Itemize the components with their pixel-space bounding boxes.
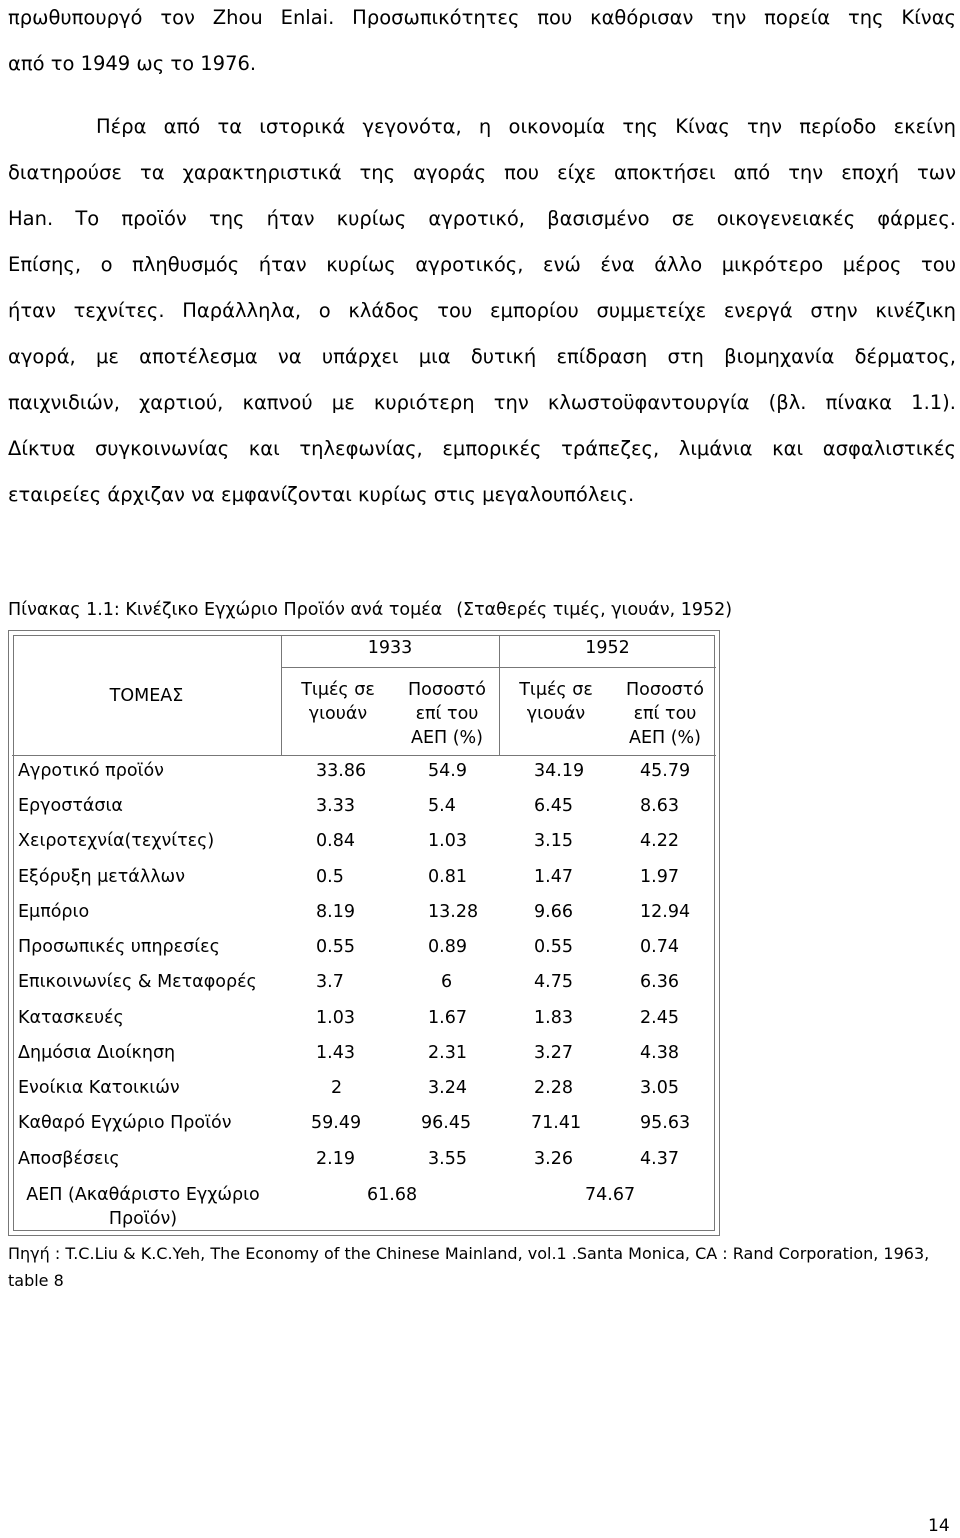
value-cell: 95.63 xyxy=(640,1113,691,1133)
value-cell: 3.24 xyxy=(428,1078,467,1098)
value-cell: 6.36 xyxy=(640,972,679,992)
value-cell: 1.67 xyxy=(428,1008,467,1028)
value-cell: 12.94 xyxy=(640,902,691,922)
value-cell: 1.83 xyxy=(534,1008,573,1028)
sector-cell: Εμπόριο xyxy=(18,902,90,922)
value-cell: 0.5 xyxy=(316,867,344,887)
value-cell: 1.43 xyxy=(316,1043,355,1063)
percent-1933-header: Ποσοστό επί του ΑΕΠ (%) xyxy=(408,680,486,748)
gdp-total-1952: 74.67 xyxy=(585,1185,636,1205)
value-cell: 0.84 xyxy=(316,831,355,851)
text-line: Δίκτυα συγκοινωνίας και τηλεφωνίας, εμπορικές τράπεζες, λιμάνια και ασφαλιστικές xyxy=(8,437,956,460)
value-cell: 13.28 xyxy=(428,902,479,922)
sector-cell: Αγροτικό προϊόν xyxy=(18,761,164,781)
value-cell: 1.03 xyxy=(428,831,467,851)
sector-cell: Εργοστάσια xyxy=(18,796,123,816)
sector-cell: Επικοινωνίες & Μεταφορές xyxy=(18,972,257,992)
value-cell: 3.26 xyxy=(534,1149,573,1169)
year-1952-header: 1952 xyxy=(585,638,630,658)
value-cell: 3.7 xyxy=(316,972,344,992)
value-cell: 1.03 xyxy=(316,1008,355,1028)
value-cell: 33.86 xyxy=(316,761,367,781)
sector-cell: Εξόρυξη μετάλλων xyxy=(18,867,185,887)
value-cell: 2.19 xyxy=(316,1149,355,1169)
gdp-total-1933: 61.68 xyxy=(367,1185,418,1205)
text-line: αγορά, με αποτέλεσμα να υπάρχει μια δυτική επίδραση στη βιομηχανία δέρματος, xyxy=(8,345,956,368)
page-number: 14 xyxy=(928,1516,950,1536)
value-cell: 4.38 xyxy=(640,1043,679,1063)
value-cell: 3.15 xyxy=(534,831,573,851)
value-cell: 3.55 xyxy=(428,1149,467,1169)
text-line: ήταν τεχνίτες. Παράλληλα, ο κλάδος του εμπορίου συμμετείχε ενεργά στην κινέζικη xyxy=(8,299,956,322)
table-divider xyxy=(281,667,716,668)
value-cell: 3.05 xyxy=(640,1078,679,1098)
sector-cell: Ενοίκια Κατοικιών xyxy=(18,1078,180,1098)
text-line: Επίσης, ο πληθυσμός ήταν κυρίως αγροτικός, ενώ ένα άλλο μικρότερο μέρος του xyxy=(8,253,956,276)
value-cell: 2.45 xyxy=(640,1008,679,1028)
table-source: Πηγή : T.C.Liu & K.C.Yeh, The Economy of the Chinese Mainland, vol.1 .Santa Monica, CA : Rand Corporation, 1963, table 8 xyxy=(8,1244,930,1290)
sector-cell: Δημόσια Διοίκηση xyxy=(18,1043,176,1063)
text-line: πρωθυπουργό τον Zhou Enlai. Προσωπικότητες που καθόρισαν την πορεία της Κίνας xyxy=(8,6,956,29)
value-cell: 3.27 xyxy=(534,1043,573,1063)
value-cell: 45.79 xyxy=(640,761,691,781)
value-cell: 3.33 xyxy=(316,796,355,816)
text-line: από το 1949 ως το 1976. xyxy=(8,52,257,75)
text-line: εταιρείες άρχιζαν να εμφανίζονται κυρίως στις μεγαλουπόλεις. xyxy=(8,483,635,506)
text-line: παιχνιδιών, χαρτιού, καπνού με κυριότερη την κλωστοϋφαντουργία (βλ. πίνακα 1.1). xyxy=(8,391,956,414)
percent-1952-header: Ποσοστό επί του ΑΕΠ (%) xyxy=(626,680,704,748)
value-cell: 5.4 xyxy=(428,796,456,816)
sector-cell: Χειροτεχνία(τεχνίτες) xyxy=(18,831,215,851)
sector-header: ΤΟΜΕΑΣ xyxy=(109,686,184,706)
value-cell: 0.55 xyxy=(316,937,355,957)
value-cell: 6 xyxy=(441,972,453,992)
sector-cell: Καθαρό Εγχώριο Προϊόν xyxy=(18,1113,232,1133)
paragraph-intro-end xyxy=(8,0,956,92)
table-caption-main: Πίνακας 1.1: Κινέζικο Εγχώριο Προϊόν ανά τομέα xyxy=(8,600,443,620)
value-1933-header: Τιμές σε γιουάν xyxy=(301,680,375,724)
gdp-sector-cell: ΑΕΠ (Ακαθάριστο Εγχώριο Προϊόν) xyxy=(26,1185,260,1229)
value-cell: 8.19 xyxy=(316,902,355,922)
paragraph-economy xyxy=(8,109,956,523)
year-1933-header: 1933 xyxy=(367,638,413,658)
value-cell: 2 xyxy=(331,1078,343,1098)
value-cell: 4.22 xyxy=(640,831,679,851)
value-cell: 2.28 xyxy=(534,1078,573,1098)
value-cell: 0.89 xyxy=(428,937,467,957)
value-cell: 71.41 xyxy=(531,1113,582,1133)
value-cell: 1.47 xyxy=(534,867,573,887)
value-cell: 8.63 xyxy=(640,796,679,816)
value-cell: 59.49 xyxy=(311,1113,362,1133)
sector-cell: Αποσβέσεις xyxy=(18,1149,120,1169)
table-caption xyxy=(8,600,732,620)
value-cell: 4.75 xyxy=(534,972,573,992)
value-cell: 1.97 xyxy=(640,867,679,887)
table-divider xyxy=(12,755,716,756)
value-cell: 0.74 xyxy=(640,937,679,957)
value-cell: 9.66 xyxy=(534,902,573,922)
value-cell: 0.81 xyxy=(428,867,467,887)
value-cell: 0.55 xyxy=(534,937,573,957)
text-line: Πέρα από τα ιστορικά γεγονότα, η οικονομία της Κίνας την περίοδο εκείνη xyxy=(96,115,956,138)
value-cell: 2.31 xyxy=(428,1043,467,1063)
value-1952-header: Τιμές σε γιουάν xyxy=(519,680,593,724)
value-cell: 4.37 xyxy=(640,1149,679,1169)
sector-cell: Προσωπικές υπηρεσίες xyxy=(18,937,220,957)
value-cell: 96.45 xyxy=(421,1113,472,1133)
table-caption-sub: (Σταθερές τιμές, γιουάν, 1952) xyxy=(456,600,733,620)
text-line: διατηρούσε τα χαρακτηριστικά της αγοράς που είχε αποκτήσει από την εποχή των xyxy=(8,161,956,184)
sector-cell: Κατασκευές xyxy=(18,1008,124,1028)
text-line: Han. Το προϊόν της ήταν κυρίως αγροτικό, βασισμένο σε οικογενειακές φάρμες. xyxy=(8,207,956,230)
value-cell: 34.19 xyxy=(534,761,585,781)
value-cell: 6.45 xyxy=(534,796,573,816)
value-cell: 54.9 xyxy=(428,761,467,781)
